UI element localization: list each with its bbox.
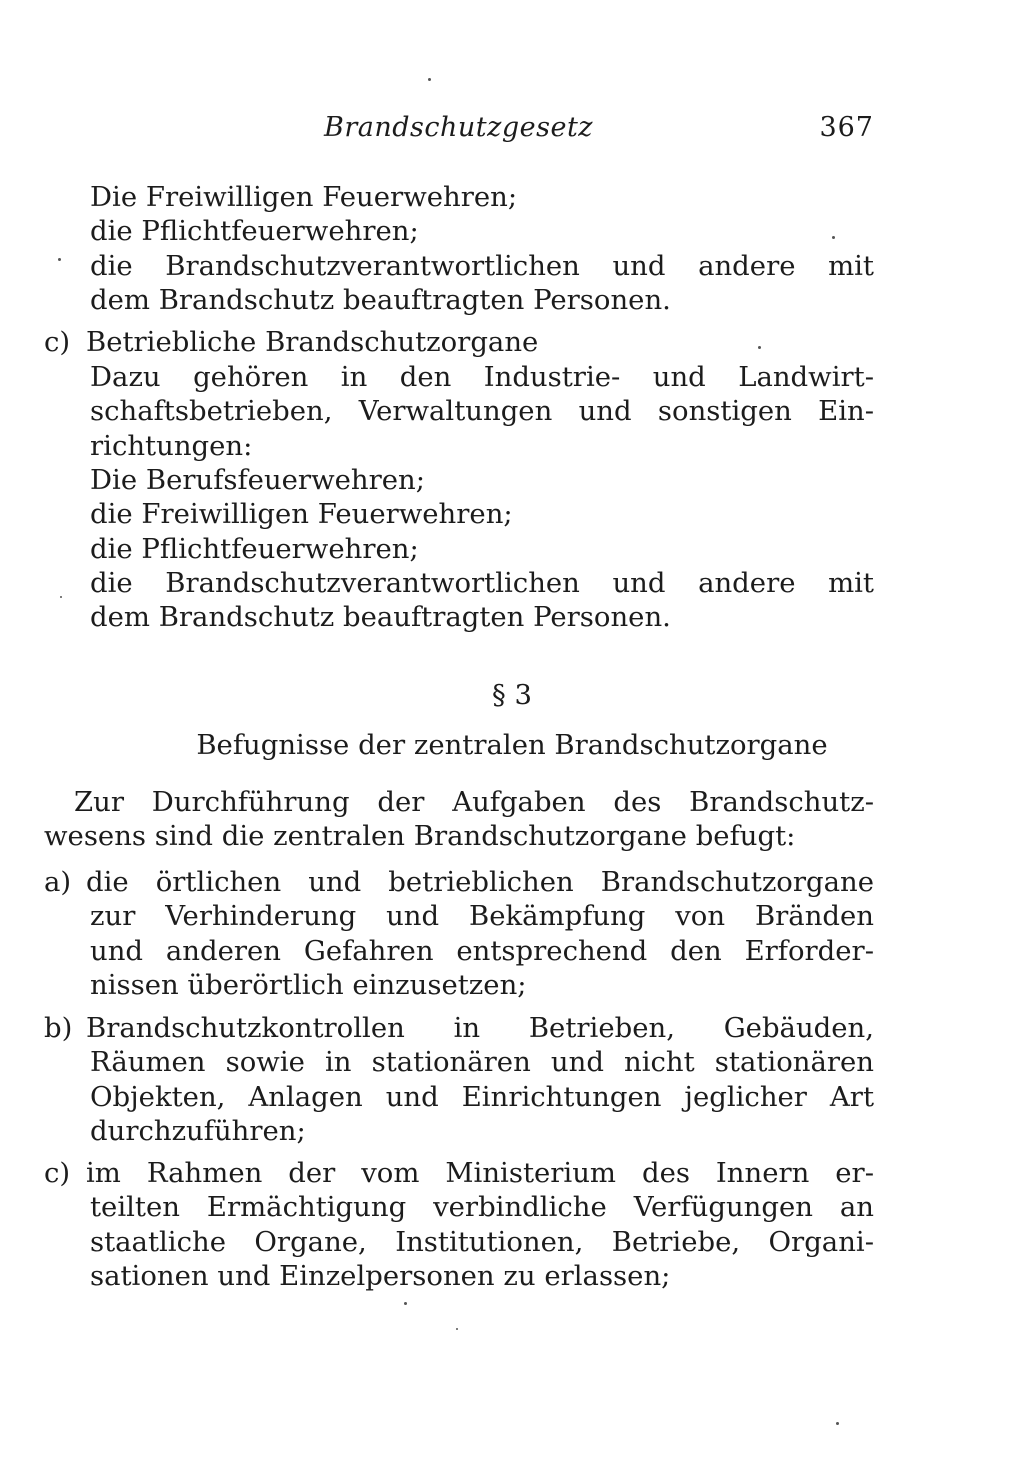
text-line: staatliche Organe, Institutionen, Betriebe, Organi- [90, 1226, 874, 1258]
page-header [90, 112, 874, 148]
text-line: wesens sind die zentralen Brandschutzorgane befugt: [44, 820, 796, 852]
running-title: Brandschutzgesetz [324, 112, 594, 143]
text-line: Räumen sowie in stationären und nicht stationären [90, 1046, 874, 1078]
text-line: dem Brandschutz beauftragten Personen. [90, 284, 671, 316]
scan-speck [832, 236, 835, 239]
scan-speck [58, 258, 61, 261]
list-marker: a) [44, 866, 72, 898]
text-line: die Pflichtfeuerwehren; [90, 215, 419, 247]
text-line: Brandschutzkontrollen in Betrieben, Gebäuden, [86, 1012, 874, 1044]
text-line: die Brandschutzverantwortlichen und andere mit [90, 250, 874, 282]
scan-speck [404, 1302, 407, 1305]
text-line: teilten Ermächtigung verbindliche Verfügungen an [90, 1191, 874, 1223]
text-line: Die Freiwilligen Feuerwehren; [90, 181, 518, 213]
text-line: durchzuführen; [90, 1115, 306, 1147]
text-line: sationen und Einzelpersonen zu erlassen; [90, 1260, 671, 1292]
scan-speck [456, 1328, 458, 1330]
list-marker: c) [44, 1157, 71, 1189]
text-line: Die Berufsfeuerwehren; [90, 464, 425, 496]
page-number: 367 [819, 112, 874, 143]
text-line: Zur Durchführung der Aufgaben des Brandschutz- [74, 786, 874, 818]
text-line: und anderen Gefahren entsprechend den Erforder- [90, 935, 874, 967]
scan-speck [758, 346, 761, 349]
paragraph-number: § 3 [492, 679, 532, 711]
text-line: nissen überörtlich einzusetzen; [90, 969, 527, 1001]
scan-speck [836, 1422, 839, 1425]
text-line: richtungen: [90, 430, 253, 462]
text-line: zur Verhinderung und Bekämpfung von Bränden [90, 900, 874, 932]
text-line: die Brandschutzverantwortlichen und andere mit [90, 567, 874, 599]
text-line: Objekten, Anlagen und Einrichtungen jeglicher Art [90, 1081, 874, 1113]
text-line: die Pflichtfeuerwehren; [90, 533, 419, 565]
paragraph-title: Befugnisse der zentralen Brandschutzorgane [196, 729, 828, 761]
scan-speck [428, 78, 431, 81]
list-marker: b) [44, 1012, 73, 1044]
text-line: Dazu gehören in den Industrie- und Landwirt- [90, 361, 874, 393]
scan-speck [60, 596, 62, 598]
text-line: schaftsbetrieben, Verwaltungen und sonstigen Ein- [90, 395, 874, 427]
text-line: dem Brandschutz beauftragten Personen. [90, 601, 671, 633]
list-marker: c) [44, 326, 71, 358]
section-heading: Betriebliche Brandschutzorgane [86, 326, 539, 358]
text-line: die örtlichen und betrieblichen Brandschutzorgane [86, 866, 874, 898]
text-line: die Freiwilligen Feuerwehren; [90, 498, 513, 530]
text-line: im Rahmen der vom Ministerium des Innern er- [86, 1157, 874, 1189]
